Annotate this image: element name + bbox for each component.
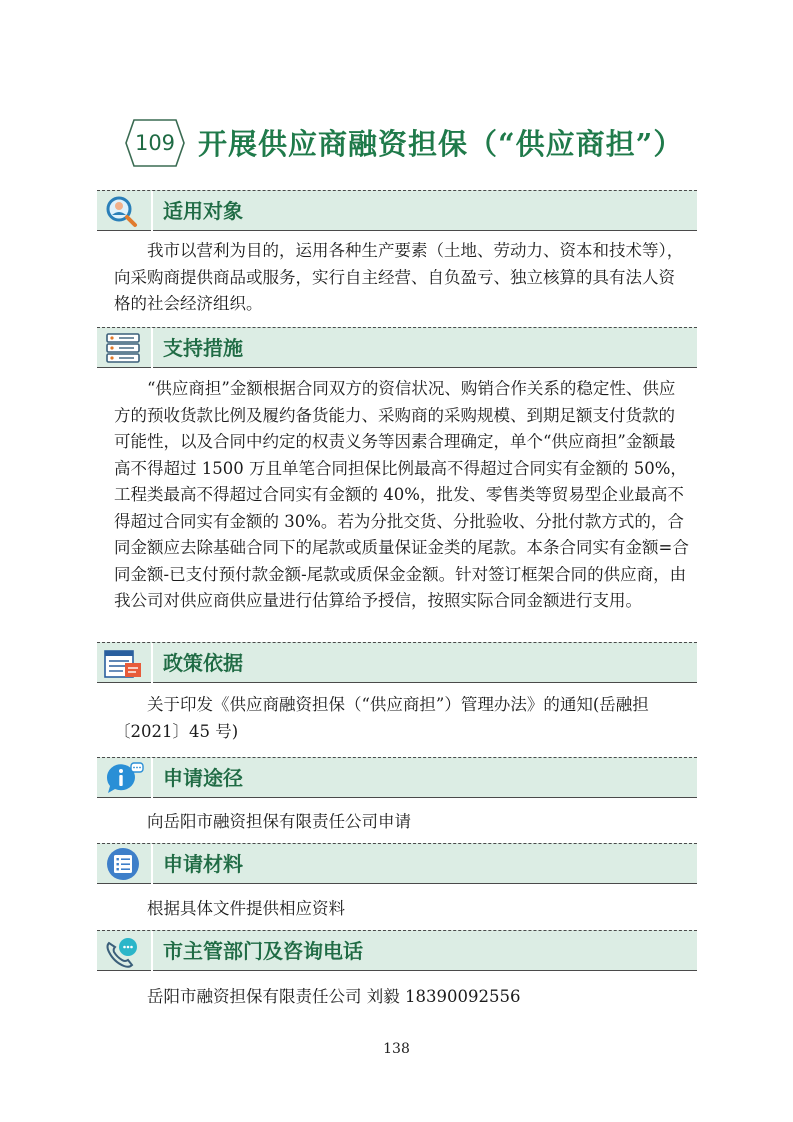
page-title-row: [0, 118, 793, 174]
magnifier-person-icon: [101, 193, 145, 229]
section-body-applicable: [114, 238, 690, 318]
page-title: 开展供应商融资担保（“供应商担”）: [198, 127, 684, 161]
section-body-contact: [114, 984, 690, 1011]
section-header-channel: [97, 757, 697, 798]
page-number: 138: [383, 1041, 410, 1057]
section-divider: [151, 328, 153, 368]
section-body-policy: [114, 692, 690, 745]
section-header-applicable: [97, 190, 697, 231]
section-header-contact: [97, 930, 697, 971]
section-divider: [151, 191, 153, 231]
document-icon: [101, 645, 145, 681]
section-header-support: [97, 327, 697, 368]
section-label: 申请材料: [163, 852, 243, 876]
paragraph: 向岳阳市融资担保有限责任公司申请: [147, 812, 411, 831]
section-body-channel: [114, 809, 690, 836]
section-label: 适用对象: [163, 199, 243, 223]
section-label: 市主管部门及咨询电话: [163, 939, 363, 963]
server-list-icon: [101, 330, 145, 366]
list-icon: [101, 846, 145, 882]
section-header-materials: [97, 843, 697, 884]
section-body-materials: [114, 896, 690, 923]
section-divider: [151, 643, 153, 683]
section-header-policy: [97, 642, 697, 683]
paragraph: 根据具体文件提供相应资料: [147, 899, 345, 918]
section-divider: [151, 758, 153, 798]
section-label: 支持措施: [163, 336, 243, 360]
paragraph: 我市以营利为目的，运用各种生产要素（土地、劳动力、资本和技术等），向采购商提供商品或服务，实行自主经营、自负盈亏、独立核算的具有法人资格的社会经济组织。: [114, 241, 684, 313]
paragraph: 岳阳市融资担保有限责任公司 刘毅 18390092556: [147, 987, 521, 1006]
paragraph: “供应商担”金额根据合同双方的资信状况、购销合作关系的稳定性、供应方的预收货款比例及履约备货能力、采购商的采购规模、到期足额支付货款的可能性，以及合同中约定的权责义务等因素合理确定，单个“供应商担”金额最高不得超过 1500 万且单笔合同担保比例最高不得超过合同实有金额的 50%，工程类最高不得超过合同实有金额的 40%，批发、零售类等贸易型企业最高不得超过合同实有金额的 30%。若为分批交货、分批验收、分批付款方式的，合同金额应去除基础合同下的尾款或质量保证金类的尾款。本条合同实有金额=合同金额-已支付预付款金额-尾款或质保金金额。针对签订框架合同的供应商，由我公司对供应商供应量进行估算给予授信，按照实际合同金额进行支用。: [114, 379, 689, 610]
section-body-support: [114, 376, 690, 615]
section-label: 政策依据: [163, 651, 243, 675]
section-divider: [151, 844, 153, 884]
paragraph: 关于印发《供应商融资担保（“供应商担”）管理办法》的通知(岳融担〔2021〕45 号): [114, 695, 649, 741]
phone-chat-icon: [101, 933, 145, 969]
info-bubble-icon: [101, 760, 145, 796]
number-badge: [124, 118, 186, 168]
section-label: 申请途径: [163, 766, 243, 790]
section-divider: [151, 931, 153, 971]
item-number: 109: [134, 131, 176, 155]
